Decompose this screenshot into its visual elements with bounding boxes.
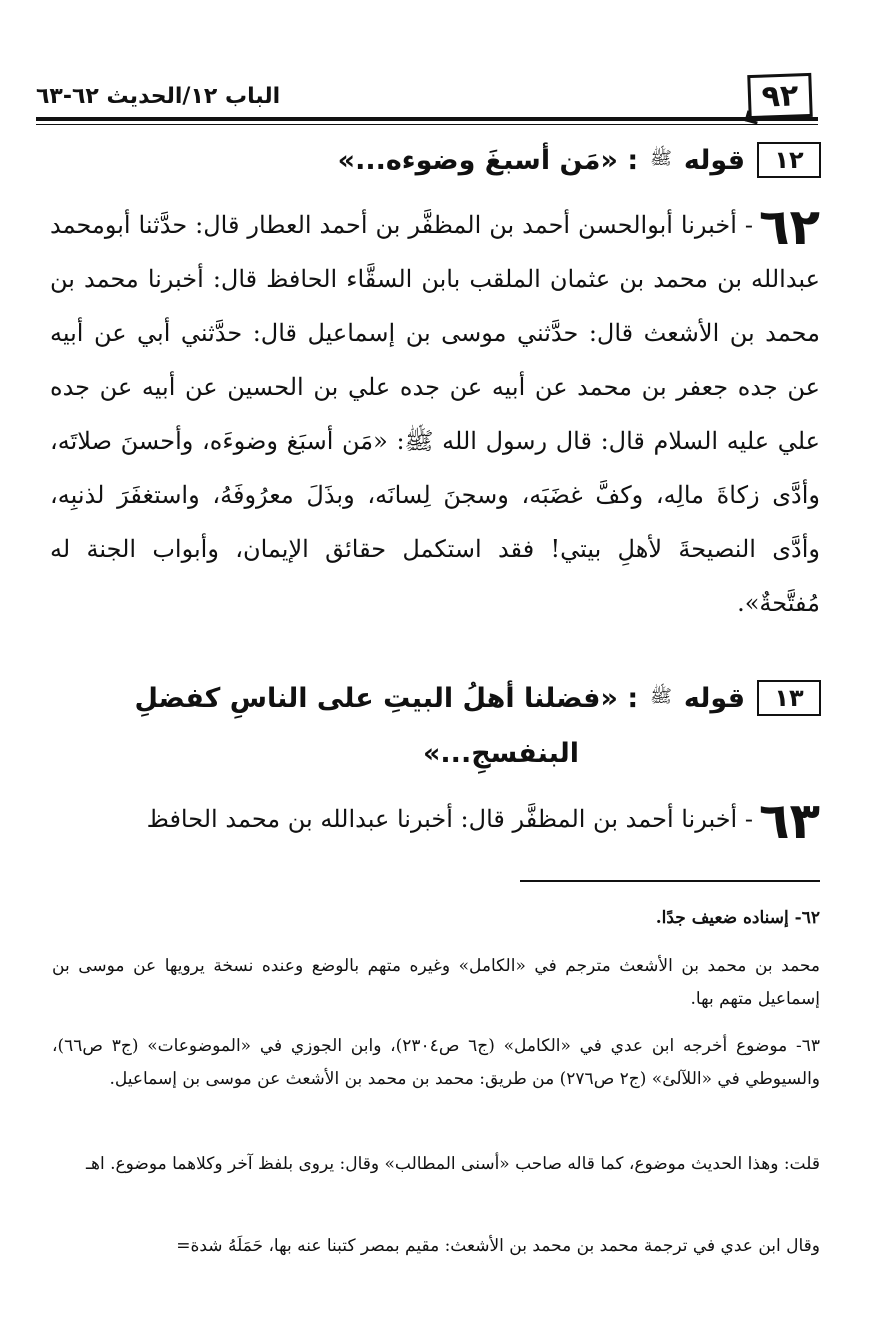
footnote-63-comment: قلت: وهذا الحديث موضوع، كما قاله صاحب «أسنى المطالب» وقال: يروى بلفظ آخر وكلاهما موضوع. اهـ — [86, 1154, 820, 1174]
hadith-text: - أخبرنا أبوالحسن أحمد بن المظفَّر بن أحمد العطار قال: حدَّثنا أبومحمد عبدالله بن محمد بن عثمان الملقب بابن السقَّاء الحافظ قال: أخبرنا محمد بن محمد بن الأشعث قال: حدَّثني موسى بن إسماعيل قال: حدَّثني أبي عن أبيه عن جده جعفر بن محمد عن أبيه عن جده علي بن الحسين عن أبيه عن جده علي عليه السلام قال: قال رسول الله ﷺ: «مَن أسبَغ وضوءَه، وأحسنَ صلاتَه، وأدَّى زكاةَ مالِه، وكفَّ غضَبَه، وسجنَ لِسانَه، وبذَلَ معرُوفَهُ، واستغفَرَ لذنبِه، وأدَّى النصيحةَ لأهلِ بيتي! فقد استكمل حقائق الإيمان، وأبواب الجنة له مُفتَّحةٌ». — [50, 211, 820, 617]
header-rule-thick — [36, 117, 818, 121]
running-head: الباب ١٢/الحديث ٦٢-٦٣ — [36, 84, 281, 109]
salutation-glyph: ﷺ — [650, 686, 672, 707]
footnote-62-note: محمد بن محمد بن الأشعث مترجم في «الكامل» وغيره متهم بالوضع وعنده نسخة يرويها عن موسى بن إسماعيل متهم بها. — [52, 956, 820, 1009]
heading-label: قوله — [683, 144, 745, 176]
salutation-glyph: ﷺ — [650, 148, 672, 169]
section-heading-12 — [338, 142, 821, 178]
page-header — [36, 62, 818, 124]
hadith-number: ٦٣ — [758, 791, 820, 850]
footnote-separator — [520, 880, 820, 882]
footnote-63-source: ٦٣- موضوع أخرجه ابن عدي في «الكامل» (ج٦ ص٢٣٠٤)، وابن الجوزي في «الموضوعات» (ج٣ ص٦٦)، والسيوطي في «اللآلئ» (ج٢ ص٢٧٦) من طريق: محمد بن محمد بن الأشعث عن موسى بن إسماعيل. — [52, 1036, 820, 1089]
hadith-62 — [50, 198, 820, 630]
section-number-box: ١٣ — [757, 680, 821, 716]
heading-quote: : «مَن أسبغَ وضوءه...» — [337, 144, 639, 176]
page-number: ٩٢ — [747, 73, 812, 119]
hadith-63 — [50, 791, 820, 850]
section-number-box: ١٢ — [757, 142, 821, 178]
heading-quote: : «فضلنا أهلُ البيتِ على الناسِ كفضلِ — [134, 682, 639, 714]
footnote-62-verdict: ٦٢- إسناده ضعيف جدًا. — [655, 908, 820, 928]
hadith-text: - أخبرنا أحمد بن المظفَّر قال: أخبرنا عبدالله بن محمد الحافظ — [146, 805, 753, 833]
footnote-63-continuation: وقال ابن عدي في ترجمة محمد بن محمد بن الأشعث: مقيم بمصر كتبنا عنه بها، حَمَلَهُ شدة= — [176, 1236, 820, 1256]
section-heading-13 — [134, 680, 821, 716]
heading-quote-continuation: البنفسجِ...» — [422, 738, 579, 769]
header-rule-thin — [36, 124, 818, 125]
hadith-number: ٦٢ — [758, 197, 820, 256]
heading-label: قوله — [683, 682, 745, 714]
